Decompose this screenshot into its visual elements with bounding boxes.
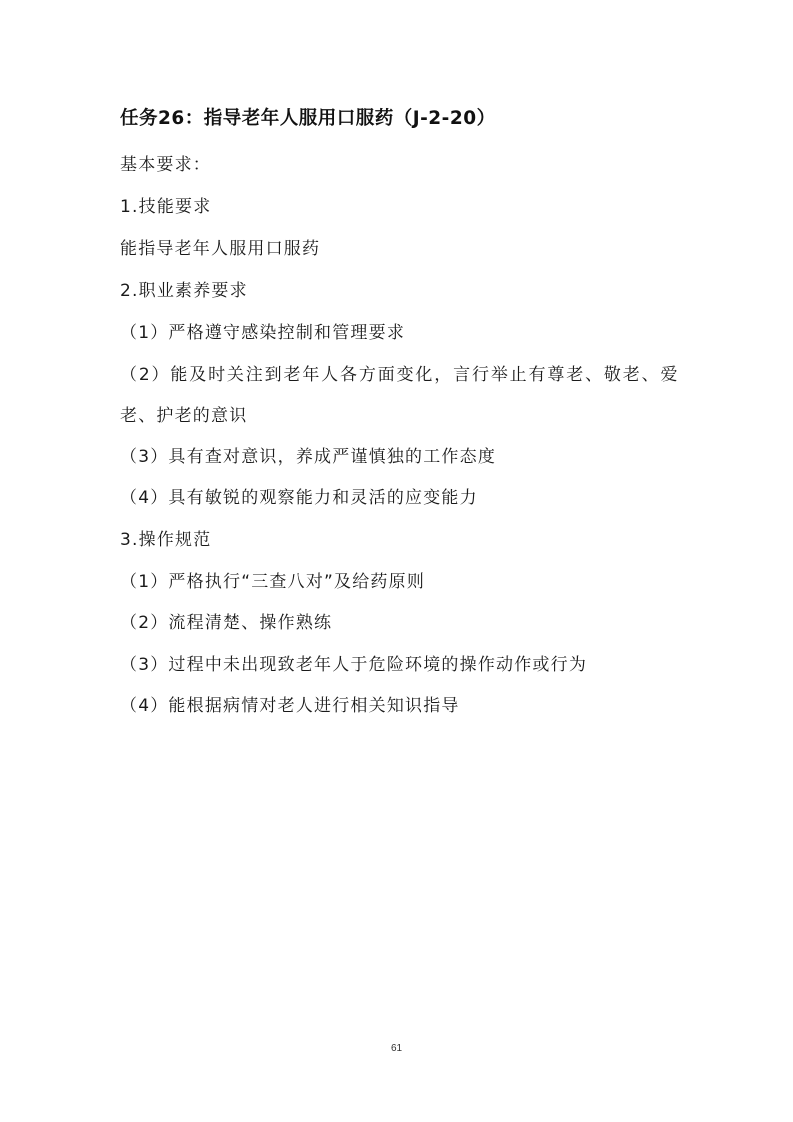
operation-standards-heading: 3.操作规范 [120, 530, 212, 550]
quality-item-1: （1）严格遵守感染控制和管理要求 [120, 323, 406, 343]
quality-item-4: （4）具有敏锐的观察能力和灵活的应变能力 [120, 488, 478, 508]
page-number: 61 [390, 1043, 403, 1054]
operation-item-4: （4）能根据病情对老人进行相关知识指导 [120, 696, 460, 716]
basic-requirements-heading: 基本要求： [120, 155, 211, 175]
skill-requirement-text: 能指导老年人服用口服药 [120, 239, 321, 259]
quality-item-2: （2）能及时关注到老年人各方面变化，言行举止有尊老、敬老、爱 [120, 365, 680, 385]
operation-item-3: （3）过程中未出现致老年人于危险环境的操作动作或行为 [120, 655, 588, 675]
quality-item-2-continued: 老、护老的意识 [120, 406, 248, 426]
operation-item-1: （1）严格执行“三查八对”及给药原则 [120, 572, 426, 592]
operation-item-2: （2）流程清楚、操作熟练 [120, 613, 333, 633]
quality-item-3: （3）具有查对意识，养成严谨慎独的工作态度 [120, 447, 497, 467]
task-title: 任务26：指导老年人服用口服药（J-2-20） [120, 108, 496, 129]
professional-quality-heading: 2.职业素养要求 [120, 281, 248, 301]
skill-requirements-heading: 1.技能要求 [120, 197, 212, 217]
